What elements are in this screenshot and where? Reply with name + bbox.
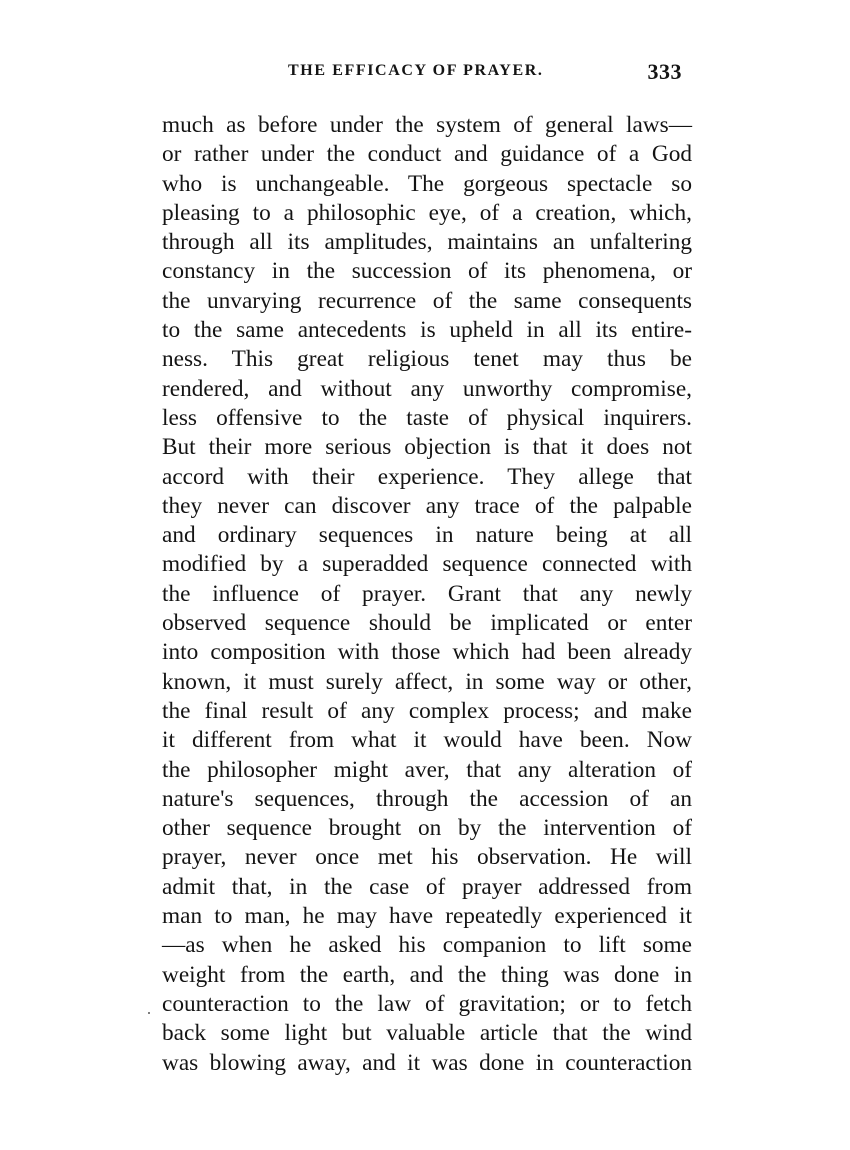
text-line: the philosopher might aver, that any alteration of bbox=[162, 756, 692, 783]
text-line: admit that, in the case of prayer addressed from bbox=[162, 873, 692, 900]
text-line: counteraction to the law of gravitation; or to fetch bbox=[162, 990, 692, 1017]
text-line: the influence of prayer. Grant that any newly bbox=[162, 580, 692, 607]
body-text bbox=[162, 111, 692, 1078]
text-line: weight from the earth, and the thing was done in bbox=[162, 961, 692, 988]
text-line: it different from what it would have been. Now bbox=[162, 727, 692, 754]
text-line: observed sequence should be implicated or enter bbox=[162, 610, 692, 637]
text-line: to the same antecedents is upheld in all its entire- bbox=[162, 317, 692, 344]
text-line: pleasing to a philosophic eye, of a creation, which, bbox=[162, 199, 692, 226]
text-line: nature's sequences, through the accession of an bbox=[162, 785, 692, 812]
text-line: and ordinary sequences in nature being at all bbox=[162, 522, 692, 549]
text-line: accord with their experience. They allege that bbox=[162, 463, 692, 490]
text-line: But their more serious objection is that it does not bbox=[162, 434, 692, 461]
text-line: rendered, and without any unworthy compromise, bbox=[162, 375, 692, 402]
text-line: they never can discover any trace of the palpable bbox=[162, 492, 692, 519]
text-line: was blowing away, and it was done in counteraction bbox=[162, 1049, 692, 1076]
text-line: back some light but valuable article that the wind bbox=[162, 1020, 692, 1047]
running-title: THE EFFICACY OF PRAYER. bbox=[288, 62, 544, 79]
text-line: much as before under the system of general laws— bbox=[162, 112, 692, 138]
print-speck bbox=[148, 1012, 150, 1014]
text-line: less offensive to the taste of physical inquirers. bbox=[162, 404, 692, 431]
text-line: —as when he asked his companion to lift some bbox=[162, 932, 692, 959]
text-line: or rather under the conduct and guidance of a God bbox=[162, 141, 692, 168]
text-line: through all its amplitudes, maintains an unfaltering bbox=[162, 229, 692, 256]
text-line: modified by a superadded sequence connected with bbox=[162, 551, 692, 578]
text-line: known, it must surely affect, in some way or other, bbox=[162, 668, 692, 695]
text-line: who is unchangeable. The gorgeous spectacle so bbox=[162, 170, 692, 197]
text-line: into composition with those which had been already bbox=[162, 639, 692, 666]
page-number: 333 bbox=[647, 59, 682, 84]
text-line: ness. This great religious tenet may thus be bbox=[162, 346, 692, 373]
text-line: the final result of any complex process; and make bbox=[162, 697, 692, 724]
text-line: man to man, he may have repeatedly experienced it bbox=[162, 903, 692, 930]
text-line: the unvarying recurrence of the same consequents bbox=[162, 287, 692, 314]
text-line: constancy in the succession of its phenomena, or bbox=[162, 258, 692, 285]
running-head bbox=[162, 59, 690, 86]
text-line: prayer, never once met his observation. He will bbox=[162, 844, 692, 871]
text-line: other sequence brought on by the intervention of bbox=[162, 815, 692, 842]
